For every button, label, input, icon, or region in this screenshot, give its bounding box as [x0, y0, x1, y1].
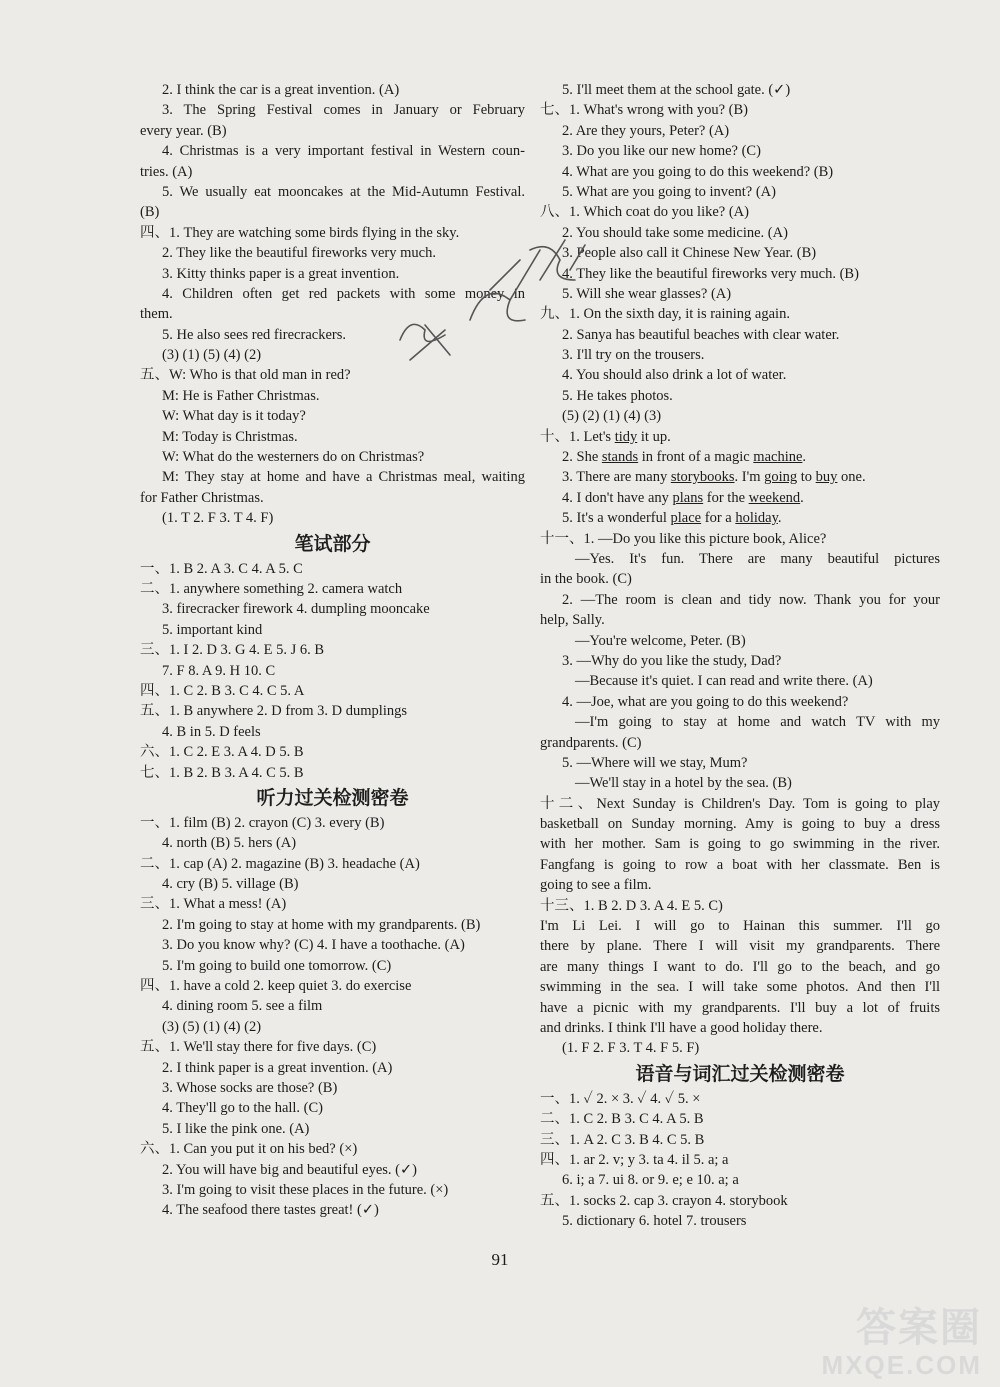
answer-line: 5. —Where will we stay, Mum?: [562, 754, 748, 771]
answer-line: 5. We usually eat mooncakes at the Mid-Autumn Festival.: [162, 183, 525, 200]
answer-line: 五、1. socks 2. cap 3. crayon 4. storybook: [540, 1192, 788, 1209]
answer-line: 3. I'm going to visit these places in the future. (×): [162, 1181, 449, 1198]
answer-line: 5. It's a wonderful place for a holiday.: [562, 510, 782, 527]
answer-line: 6. i; a 7. ui 8. or 9. e; e 10. a; a: [562, 1172, 739, 1189]
answer-line: —I'm going to stay at home and watch TV with my: [575, 714, 940, 731]
answer-line: 五、1. B anywhere 2. D from 3. D dumplings: [140, 703, 408, 720]
answer-line: W: What do the westerners do on Christmas?: [162, 449, 425, 466]
answer-line: 4. You should also drink a lot of water.: [562, 367, 787, 384]
answer-line: 5. He also sees red firecrackers.: [162, 326, 346, 343]
answer-line: help, Sally.: [540, 612, 605, 629]
answer-line: 一、1. B 2. A 3. C 4. A 5. C: [140, 560, 303, 577]
answer-line: and drinks. I think I'll have a good holiday there.: [540, 1019, 823, 1036]
answer-line: 十、1. Let's tidy it up.: [540, 428, 671, 445]
answer-line: 一、1. film (B) 2. crayon (C) 3. every (B): [140, 814, 385, 831]
answer-line: M: He is Father Christmas.: [162, 387, 320, 404]
answer-line: 3. The Spring Festival comes in January or February: [162, 102, 525, 119]
answer-line: 4. What are you going to do this weekend? (B): [562, 163, 834, 180]
watermark-logo-text: 答案圈: [856, 1306, 982, 1350]
section-heading: 笔试部分: [294, 532, 371, 555]
answer-line: W: What day is it today?: [162, 408, 306, 425]
answer-line: 5. What are you going to invent? (A): [562, 183, 776, 200]
answer-line: 5. I like the pink one. (A): [162, 1120, 310, 1137]
answer-line: 5. I'm going to build one tomorrow. (C): [162, 957, 392, 974]
answer-line: 3. —Why do you like the study, Dad?: [562, 652, 782, 669]
answer-line: 五、W: Who is that old man in red?: [140, 367, 351, 384]
section-heading: 听力过关检测密卷: [256, 786, 409, 809]
answer-line: 5. important kind: [162, 621, 263, 638]
answer-line: Fangfang is going to row a boat with her classmate. Ben is: [540, 856, 940, 873]
answer-line: with her mother. Sam is going to go swimming in the river.: [540, 836, 940, 853]
answer-line: every year. (B): [140, 122, 227, 139]
answer-line: —You're welcome, Peter. (B): [575, 632, 746, 649]
answer-line: 2. She stands in front of a magic machine.: [562, 449, 807, 466]
site-watermark: [822, 1307, 982, 1381]
answer-line: 八、1. Which coat do you like? (A): [540, 204, 749, 221]
answer-line: 二、1. cap (A) 2. magazine (B) 3. headache (A): [140, 855, 420, 872]
answer-line: 2. They like the beautiful fireworks very much.: [162, 245, 436, 262]
page-number: 91: [491, 1250, 509, 1269]
answer-line: 3. People also call it Chinese New Year. (B): [562, 245, 817, 262]
right-column: [540, 80, 940, 1231]
answer-line: there by plane. There I will visit my grandparents. There: [540, 938, 940, 955]
answer-line: 十三、1. B 2. D 3. A 4. E 5. C): [540, 897, 723, 914]
answer-line: 十一、1. —Do you like this picture book, Alice?: [540, 530, 827, 547]
answer-line: them.: [140, 306, 173, 323]
answer-line: (1. T 2. F 3. T 4. F): [162, 510, 274, 527]
answer-line: 4. dining room 5. see a film: [162, 998, 323, 1015]
answer-line: M: They stay at home and have a Christmas meal, waiting: [162, 469, 525, 486]
answer-line: 4. B in 5. D feels: [162, 723, 261, 740]
answer-line: 4. north (B) 5. hers (A): [162, 835, 297, 852]
answer-line: 5. He takes photos.: [562, 387, 673, 404]
answer-line: 3. Kitty thinks paper is a great invention.: [162, 265, 400, 282]
answer-line: 四、1. They are watching some birds flying in the sky.: [140, 224, 460, 241]
answer-line: 2. I think paper is a great invention. (A): [162, 1059, 393, 1076]
answer-line: 7. F 8. A 9. H 10. C: [162, 662, 276, 679]
answer-line: 4. I don't have any plans for the weekend.: [562, 489, 804, 506]
answer-line: 七、1. B 2. B 3. A 4. C 5. B: [140, 764, 304, 781]
answer-line: —Yes. It's fun. There are many beautiful pictures: [575, 550, 940, 567]
answer-line: 2. You should take some medicine. (A): [562, 224, 788, 241]
handwritten-scribble: [380, 220, 600, 380]
answer-line: 2. Are they yours, Peter? (A): [562, 122, 730, 139]
answer-line: I'm Li Lei. I will go to Hainan this summer. I'll go: [540, 918, 940, 935]
answer-line: 2. Sanya has beautiful beaches with clear water.: [562, 326, 840, 343]
answer-line: 4. cry (B) 5. village (B): [162, 876, 299, 893]
answer-line: in the book. (C): [540, 571, 632, 588]
answer-line: 3. There are many storybooks. I'm going to buy one.: [562, 469, 866, 486]
answer-line: 5. dictionary 6. hotel 7. trousers: [562, 1213, 747, 1230]
answer-line: 4. —Joe, what are you going to do this weekend?: [562, 693, 849, 710]
answer-line: 5. Will she wear glasses? (A): [562, 285, 732, 302]
answer-line: 2. I think the car is a great invention. (A): [162, 82, 400, 98]
answer-line: 二、1. C 2. B 3. C 4. A 5. B: [540, 1111, 704, 1128]
answer-line: —We'll stay in a hotel by the sea. (B): [575, 775, 792, 792]
answer-line: (3) (5) (1) (4) (2): [162, 1018, 262, 1035]
answer-line: 七、1. What's wrong with you? (B): [540, 102, 748, 119]
answer-line: 3. Whose socks are those? (B): [162, 1079, 338, 1096]
answer-line: 九、1. On the sixth day, it is raining again.: [540, 306, 790, 323]
answer-line: 六、1. C 2. E 3. A 4. D 5. B: [140, 744, 304, 761]
answer-line: 三、1. What a mess! (A): [140, 896, 287, 913]
answer-line: 3. Do you like our new home? (C): [562, 143, 761, 160]
answer-line: 4. The seafood there tastes great! (✓): [162, 1202, 379, 1219]
answer-line: are many things I want to do. I'll go to the beach, and go: [540, 958, 940, 975]
answer-line: 4. Children often get red packets with some money in: [162, 285, 525, 302]
answer-line: swimming in the sea. I will take some photos. And then I'll: [540, 979, 940, 996]
answer-line: 一、1. ✓ 2. × 3. ✓ 4. ✓ 5. ×: [540, 1090, 701, 1107]
answer-line: (3) (1) (5) (4) (2): [162, 347, 262, 364]
answer-line: 4. They like the beautiful fireworks very much. (B): [562, 265, 859, 282]
answer-line: M: Today is Christmas.: [162, 428, 298, 445]
answer-line: 3. Do you know why? (C) 4. I have a toothache. (A): [162, 937, 465, 954]
answer-line: 六、1. Can you put it on his bed? (×): [140, 1141, 358, 1158]
answer-line: 4. Christmas is a very important festival in Western coun-: [162, 143, 525, 160]
watermark-url: MXQE.COM: [821, 1350, 982, 1380]
section-heading: 语音与词汇过关检测密卷: [635, 1062, 845, 1085]
answer-line: 四、1. ar 2. v; y 3. ta 4. il 5. a; a: [540, 1151, 729, 1168]
answer-line: 十二、Next Sunday is Children's Day. Tom is going to play: [540, 795, 940, 812]
answer-line: (1. F 2. F 3. T 4. F 5. F): [562, 1040, 700, 1057]
answer-line: 五、1. We'll stay there for five days. (C): [140, 1039, 377, 1056]
answer-line: going to see a film.: [540, 877, 652, 894]
answer-line: (5) (2) (1) (4) (3): [562, 408, 662, 425]
answer-line: grandparents. (C): [540, 734, 642, 751]
answer-line: 5. I'll meet them at the school gate. (✓): [562, 82, 791, 98]
answer-line: 三、1. I 2. D 3. G 4. E 5. J 6. B: [140, 642, 325, 659]
answer-line: 3. I'll try on the trousers.: [562, 347, 705, 364]
answer-line: have a picnic with my grandparents. I'll buy a lot of fruits: [540, 999, 940, 1016]
answer-line: 三、1. A 2. C 3. B 4. C 5. B: [540, 1131, 705, 1148]
answer-line: for Father Christmas.: [140, 489, 264, 506]
answer-line: 4. They'll go to the hall. (C): [162, 1100, 324, 1117]
answer-line: 2. —The room is clean and tidy now. Thank you for your: [562, 591, 940, 608]
answer-line: tries. (A): [140, 163, 193, 180]
answer-line: 2. You will have big and beautiful eyes. (✓): [162, 1161, 417, 1178]
answer-line: 二、1. anywhere something 2. camera watch: [140, 580, 403, 597]
answer-line: 四、1. have a cold 2. keep quiet 3. do exercise: [140, 978, 412, 995]
answer-line: —Because it's quiet. I can read and write there. (A): [575, 673, 873, 690]
answer-line: basketball on Sunday morning. Amy is going to buy a dress: [540, 816, 940, 833]
answer-line: 2. I'm going to stay at home with my grandparents. (B): [162, 916, 481, 933]
answer-line: 四、1. C 2. B 3. C 4. C 5. A: [140, 682, 305, 699]
answer-line: (B): [140, 204, 160, 221]
answer-line: 3. firecracker firework 4. dumpling mooncake: [162, 601, 430, 618]
